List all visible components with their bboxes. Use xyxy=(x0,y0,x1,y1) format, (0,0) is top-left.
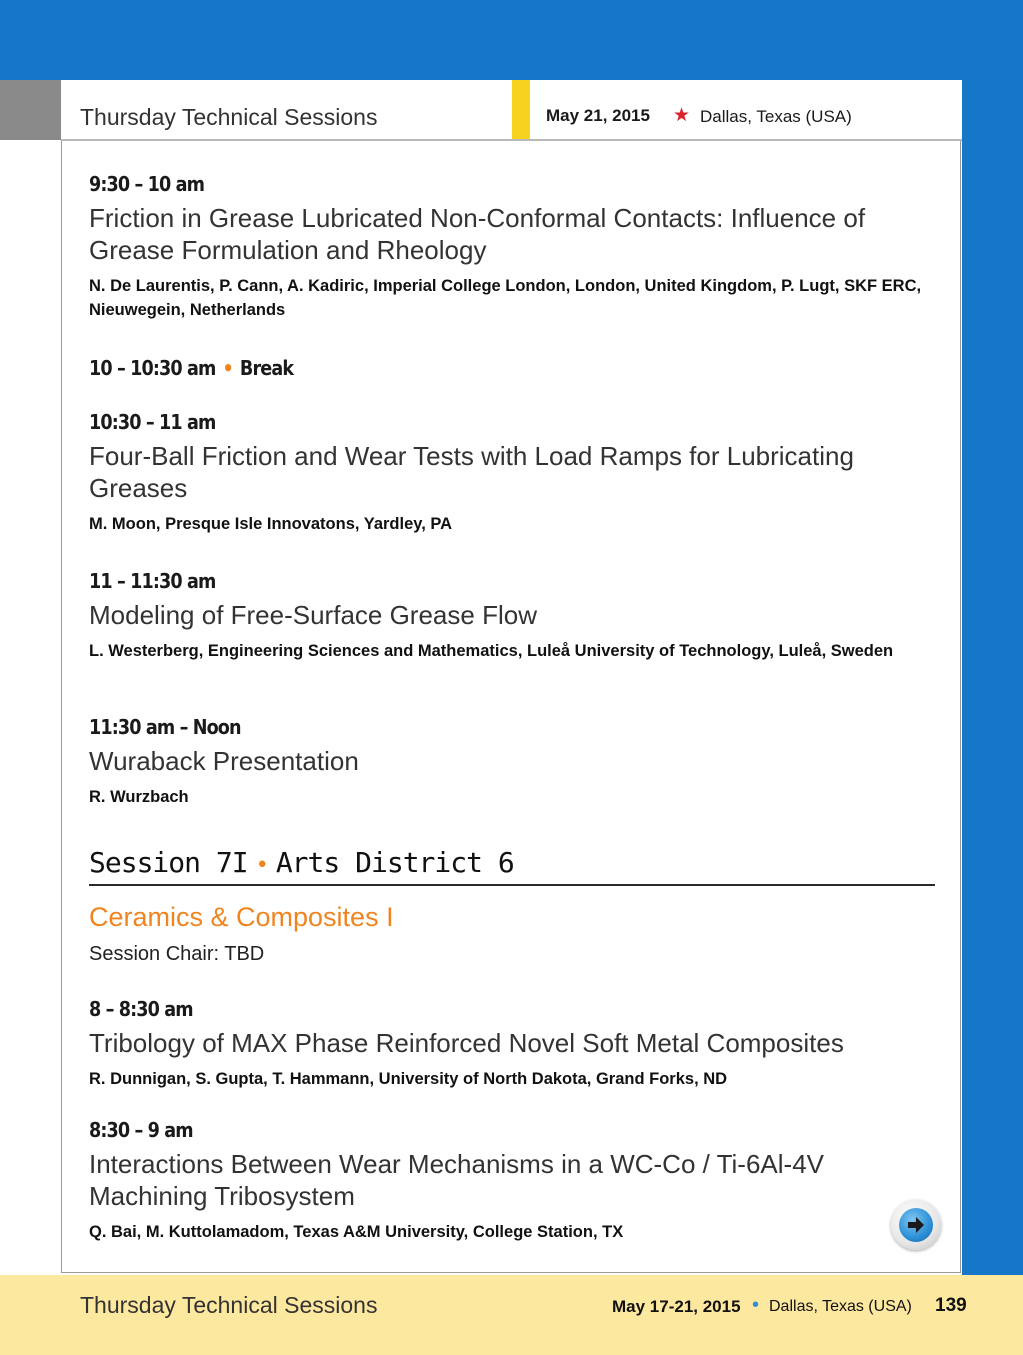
talk-authors: M. Moon, Presque Isle Innovatons, Yardley, PA xyxy=(89,515,453,533)
talk-authors: R. Wurzbach xyxy=(89,788,189,806)
session-number: Session 7I xyxy=(89,846,248,879)
talk-time: 8:30 – 9 am xyxy=(89,1118,193,1142)
footer-location: Dallas, Texas (USA) xyxy=(769,1298,912,1315)
talk-item xyxy=(89,997,935,1091)
talk-title: Tribology of MAX Phase Reinforced Novel Soft Metal Composites xyxy=(89,1028,844,1058)
right-blue-band xyxy=(962,80,1023,1275)
bullet-icon: • xyxy=(255,853,268,878)
talk-item xyxy=(89,172,935,322)
session-info xyxy=(89,902,935,966)
talk-authors: Q. Bai, M. Kuttolamadom, Texas A&M University, College Station, TX xyxy=(89,1223,624,1241)
bullet-icon: • xyxy=(752,1294,760,1316)
talk-title: Friction in Grease Lubricated Non-Conformal Contacts: Influence of Grease Formulation and Rheology xyxy=(89,203,866,265)
session-divider xyxy=(89,884,935,886)
talk-item xyxy=(89,1118,935,1244)
grey-tab xyxy=(0,80,61,140)
talk-item xyxy=(89,715,935,809)
talk-title: Interactions Between Wear Mechanisms in a WC-Co / Ti-6Al-4V Machining Tribosystem xyxy=(89,1149,825,1211)
session-heading xyxy=(89,846,935,879)
talk-authors: R. Dunnigan, S. Gupta, T. Hammann, University of North Dakota, Grand Forks, ND xyxy=(89,1070,728,1088)
header-date: May 21, 2015 xyxy=(546,106,650,125)
talk-title: Wuraback Presentation xyxy=(89,746,359,776)
session-chair: Session Chair: TBD xyxy=(89,943,265,965)
footer-date: May 17-21, 2015 xyxy=(612,1297,741,1316)
header-title: Thursday Technical Sessions xyxy=(80,104,378,130)
top-blue-band xyxy=(0,0,1023,80)
break-item xyxy=(89,356,935,380)
break-time: 10 – 10:30 am xyxy=(89,356,216,380)
talk-authors: N. De Laurentis, P. Cann, A. Kadiric, Imperial College London, London, United Kingdom, P. Lugt, SKF ERC, Nieuwegein, Netherlands xyxy=(89,277,922,319)
talk-item xyxy=(89,569,935,663)
page-number: 139 xyxy=(935,1295,967,1316)
talk-time: 9:30 – 10 am xyxy=(89,172,205,196)
break-label: Break xyxy=(239,356,294,380)
session-room: Arts District 6 xyxy=(275,846,514,879)
talk-time: 10:30 – 11 am xyxy=(89,410,216,434)
bullet-icon: • xyxy=(222,356,233,380)
page-footer xyxy=(0,1275,1023,1355)
next-page-button[interactable] xyxy=(891,1200,941,1250)
next-page-arrow-icon xyxy=(905,1214,927,1236)
header-yellow-bar xyxy=(512,80,530,139)
talk-title: Modeling of Free-Surface Grease Flow xyxy=(89,600,537,630)
session-topic: Ceramics & Composites I xyxy=(89,902,394,932)
talk-authors: L. Westerberg, Engineering Sciences and Mathematics, Luleå University of Technology, Luleå, Sweden xyxy=(89,642,894,660)
talk-time: 11 – 11:30 am xyxy=(89,569,216,593)
header-location: Dallas, Texas (USA) xyxy=(700,107,852,126)
talk-title: Four-Ball Friction and Wear Tests with Load Ramps for Lubricating Greases xyxy=(89,441,854,503)
talk-time: 8 – 8:30 am xyxy=(89,997,193,1021)
talk-time: 11:30 am – Noon xyxy=(89,715,241,739)
talk-item xyxy=(89,410,935,536)
star-icon: ★ xyxy=(673,105,691,126)
page-header xyxy=(61,80,962,141)
footer-title: Thursday Technical Sessions xyxy=(80,1292,378,1318)
